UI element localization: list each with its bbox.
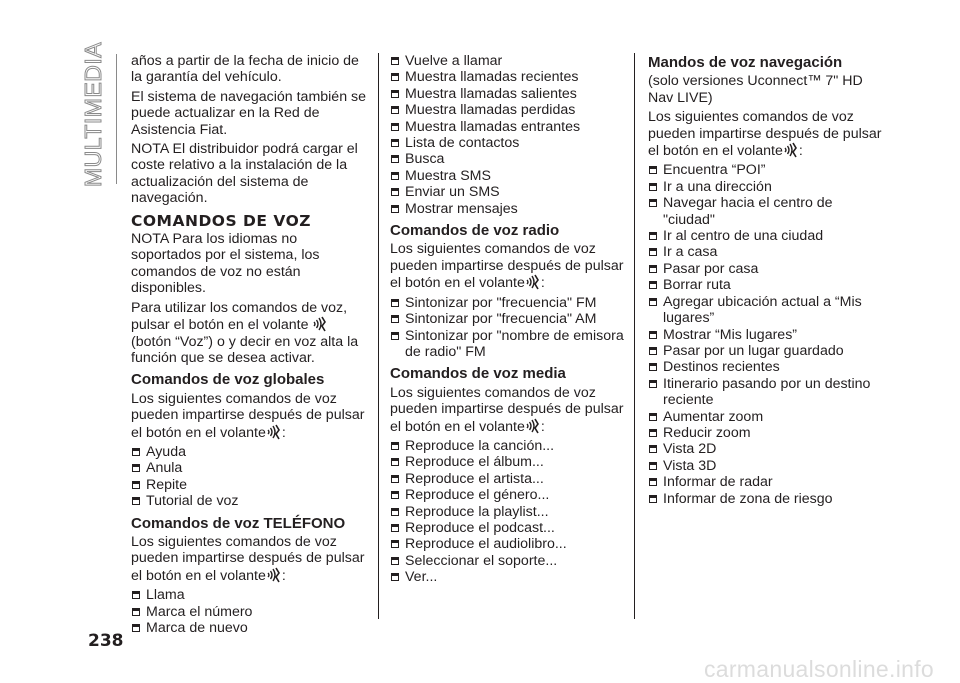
list-item: Ir a una dirección	[648, 179, 888, 195]
watermark: carmanualsonline.info	[703, 656, 934, 682]
heading-phone-commands: Comandos de voz TELÉFONO	[131, 514, 346, 532]
list-radio-commands	[390, 295, 625, 361]
column-divider	[378, 53, 379, 619]
list-item: Informar de zona de riesgo	[648, 491, 888, 507]
voice-command-icon	[313, 316, 327, 332]
voice-command-icon	[526, 418, 540, 434]
voice-command-icon	[784, 142, 798, 158]
paragraph-update: El sistema de navegación también se puede actualizar en la Red de Asistencia Fiat.	[131, 88, 367, 138]
paragraph-note-dealer: NOTA El distribuidor podrá cargar el coste relativo a la instalación de la actualización del sistema de navegación.	[131, 141, 358, 207]
list-item: Anula	[131, 460, 369, 476]
list-item: Llama	[131, 587, 369, 603]
paragraph-note-languages: NOTA Para los idiomas no soportados por el sistema, los comandos de voz no están disponibles.	[131, 231, 320, 297]
column-2	[390, 53, 625, 589]
intro-global-text: Los siguientes comandos de voz pueden impartirse después de pulsar el botón en el volante	[131, 390, 365, 441]
list-item: Marca el número	[131, 604, 369, 620]
list-item: Destinos recientes	[648, 359, 888, 375]
list-item: Informar de radar	[648, 474, 888, 490]
voice-command-icon	[526, 274, 540, 290]
column-divider	[634, 53, 635, 619]
list-item: Vista 3D	[648, 458, 888, 474]
paragraph-usage-b: (botón “Voz”) o y decir en voz alta la función que se desea activar.	[131, 333, 359, 366]
list-item: Reproduce el álbum...	[390, 454, 625, 470]
list-item: Muestra SMS	[390, 168, 625, 184]
list-item: Reproduce el podcast...	[390, 520, 625, 536]
list-item: Muestra llamadas perdidas	[390, 102, 625, 118]
list-item: Reproduce el audiolibro...	[390, 536, 625, 552]
list-navigation-commands	[648, 162, 888, 507]
list-item: Sintonizar por "frecuencia" FM	[390, 295, 625, 311]
list-item: Repite	[131, 477, 369, 493]
list-item: Muestra llamadas recientes	[390, 69, 625, 85]
heading-media-commands: Comandos de voz media	[390, 365, 566, 383]
list-item: Agregar ubicación actual a “Mis lugares”	[648, 294, 888, 327]
list-item: Ver...	[390, 569, 625, 585]
paragraph-intro-global: Los siguientes comandos de voz pueden impartirse después de pulsar el botón en el volante :	[131, 390, 365, 441]
paragraph-usage	[131, 300, 369, 367]
list-item: Mostrar “Mis lugares”	[648, 327, 888, 343]
list-item: Mostrar mensajes	[390, 201, 625, 217]
list-phone-commands	[131, 587, 369, 636]
intro-phone-text: Los siguientes comandos de voz pueden impartirse después de pulsar el botón en el volante	[131, 533, 365, 584]
list-media-commands	[390, 438, 625, 586]
list-item: Reproduce la playlist...	[390, 504, 625, 520]
list-item: Seleccionar el soporte...	[390, 553, 625, 569]
list-item: Navegar hacia el centro de "ciudad"	[648, 195, 888, 228]
section-tab-rule	[116, 54, 117, 184]
list-item: Vista 2D	[648, 441, 888, 457]
list-item: Busca	[390, 151, 625, 167]
list-item: Encuentra “POI”	[648, 162, 888, 178]
column-3	[648, 53, 888, 510]
list-item: Muestra llamadas salientes	[390, 86, 625, 102]
heading-global-commands: Comandos de voz globales	[131, 371, 325, 389]
list-item: Pasar por un lugar guardado	[648, 343, 888, 359]
paragraph-intro-media: Los siguientes comandos de voz pueden impartirse después de pulsar el botón en el volante :	[390, 384, 624, 435]
voice-command-icon	[267, 567, 281, 583]
list-item: Ir a casa	[648, 244, 888, 260]
column-1	[131, 53, 369, 639]
heading-navigation-commands: Mandos de voz navegación	[648, 54, 843, 71]
intro-media-text: Los siguientes comandos de voz pueden impartirse después de pulsar el botón en el volante	[390, 384, 624, 435]
list-item: Reproduce el artista...	[390, 471, 625, 487]
voice-command-icon	[267, 424, 281, 440]
list-item: Itinerario pasando por un destino reciente	[648, 376, 888, 409]
paragraph-usage-a: Para utilizar los comandos de voz, pulsar el botón en el volante	[131, 299, 348, 334]
list-item: Tutorial de voz	[131, 493, 369, 509]
list-item: Marca de nuevo	[131, 620, 369, 636]
list-global-commands	[131, 444, 369, 510]
paragraph-intro-radio: Los siguientes comandos de voz pueden impartirse después de pulsar el botón en el volante :	[390, 241, 624, 292]
list-item: Enviar un SMS	[390, 184, 625, 200]
intro-radio-text: Los siguientes comandos de voz pueden impartirse después de pulsar el botón en el volante	[390, 241, 624, 292]
section-tab-label: MULTIMEDIA	[80, 41, 106, 187]
list-item: Aumentar zoom	[648, 409, 888, 425]
paragraph-warranty: años a partir de la fecha de inicio de la garantía del vehículo.	[131, 53, 359, 86]
list-item: Pasar por casa	[648, 261, 888, 277]
page-number: 238	[88, 631, 124, 651]
list-item: Reducir zoom	[648, 425, 888, 441]
heading-radio-commands: Comandos de voz radio	[390, 222, 560, 240]
list-item: Borrar ruta	[648, 277, 888, 293]
list-item: Muestra llamadas entrantes	[390, 119, 625, 135]
list-item: Sintonizar por "frecuencia" AM	[390, 311, 625, 327]
section-tab	[76, 41, 112, 189]
list-item: Reproduce la canción...	[390, 438, 625, 454]
list-item: Lista de contactos	[390, 135, 625, 151]
list-item: Reproduce el género...	[390, 487, 625, 503]
list-item: Ir al centro de una ciudad	[648, 228, 888, 244]
paragraph-intro-nav: Los siguientes comandos de voz pueden impartirse después de pulsar el botón en el volante :	[648, 109, 882, 160]
paragraph-nav-note: (solo versiones Uconnect™ 7" HD Nav LIVE)	[648, 73, 863, 106]
heading-voice-commands: COMANDOS DE VOZ	[131, 211, 312, 230]
intro-nav-text: Los siguientes comandos de voz pueden impartirse después de pulsar el botón en el volante	[648, 109, 882, 160]
list-item: Ayuda	[131, 444, 369, 460]
list-item: Sintonizar por "nombre de emisora de radio" FM	[390, 328, 625, 361]
list-phone-commands-cont	[390, 53, 625, 217]
paragraph-intro-phone: Los siguientes comandos de voz pueden impartirse después de pulsar el botón en el volante :	[131, 533, 365, 584]
list-item: Vuelve a llamar	[390, 53, 625, 69]
